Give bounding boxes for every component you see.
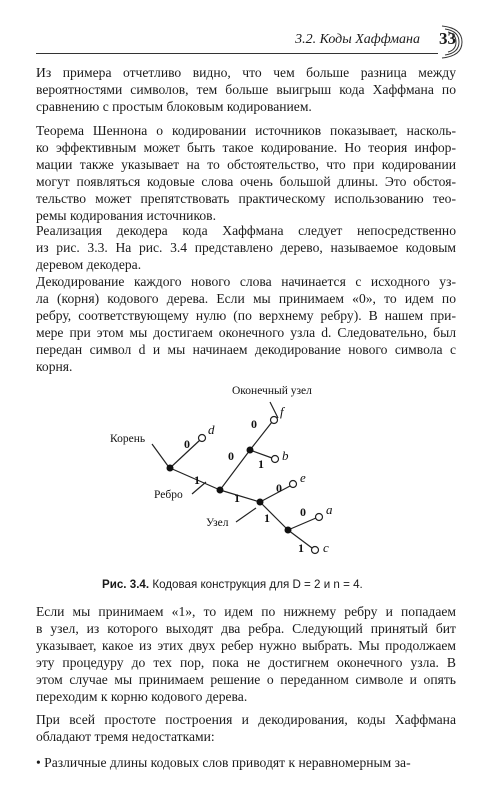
text-line: Из примера отчетливо видно, что чем больше разница между [36,65,456,80]
code-tree-diagram [110,380,410,570]
running-header [36,20,460,56]
text-line: эту процедуру до тех пор, пока не достигнем оконечного узла. В [36,655,456,670]
edge-label: Ребро [154,489,183,501]
text-line: ремы кодирования источников. [36,208,216,223]
edge-bit: 1 [194,473,200,487]
text-line: ребру, соответствующему нулю (по верхнему ребру). В нашем при- [36,308,456,323]
bullet-marker: • [36,755,41,770]
header-rule [36,53,438,54]
figure-caption [102,578,363,591]
text-line: указывает, какое из этих двух ребер нужно выбрать. Мы продолжаем [36,638,456,653]
figure-caption-text: Кодовая конструкция для D = 2 и n = 4. [152,578,363,591]
paragraph-2 [36,122,456,224]
text-line: Декодирование каждого нового слова начинается с исходного уз- [36,274,456,289]
paragraph-1 [36,64,456,115]
node-pointer-line [236,508,256,522]
internal-node [285,527,292,534]
node-label: Узел [206,517,229,529]
text-line: обладают тремя недостатками: [36,729,215,744]
root-pointer-line [152,444,168,466]
tree-edges [152,402,316,548]
tree-edge [220,450,250,490]
edge-bit: 1 [298,541,304,555]
edge-bit: 0 [300,505,306,519]
leaf-symbol: f [280,404,284,419]
text-line: ла (корня) кодового дерева. Если мы принимаем «0», то идем по [36,291,456,306]
paragraph-5 [36,603,456,705]
figure-number: Рис. 3.4. [102,578,150,591]
paragraph-4 [36,273,456,375]
terminal-node-label: Оконечный узел [232,385,312,397]
bullet-item [36,755,411,771]
edge-bit: 0 [184,437,190,451]
tree-edge [220,490,260,502]
text-line: этом случае мы принимаем решение о переданном символе и опять [36,672,456,687]
edge-bit: 0 [276,481,282,495]
leaf-node [316,514,323,521]
text-line: мации также указывает на то обстоятельство, что при кодировании [36,157,456,172]
text-line: сравнению с простым блоковым кодированием. [36,99,312,114]
text-line: передан символ d и мы начинаем декодирование нового символа с [36,342,456,357]
bullet-text: Различные длины кодовых слов приводят к неравномерным за- [44,755,411,770]
text-line: вероятностями символов, тем больше выигрыш кода Хаффмана по [36,82,456,97]
edge-bit: 0 [251,417,257,431]
leaf-symbol: e [300,470,306,485]
text-line: Если мы принимаем «1», то идем по нижнему ребру и попадаем [36,604,456,619]
text-line: При всей простоте построения и декодирования, коды Хаффмана [36,712,456,727]
text-line: в узел, из которого выходят два ребра. Следующий принятый бит [36,621,456,636]
internal-node [217,487,224,494]
text-line: мере при этом мы достигаем оконечного узла d. Следовательно, был [36,325,456,340]
leaf-symbols [208,404,333,555]
paragraph-6 [36,711,456,745]
text-line: могут появляться кодовые слова очень большой длины. Это обстоя- [36,174,456,189]
text-line: Реализация декодера кода Хаффмана следует непосредственно [36,223,456,238]
leaf-symbol: c [323,540,329,555]
text-line: Теорема Шеннона о кодировании источников показывает, насколь- [36,123,456,138]
running-title: 3.2. Коды Хаффмана [295,32,420,47]
edge-bit: 0 [228,449,234,463]
terminal-pointer-line [270,402,278,418]
edge-bit: 1 [258,457,264,471]
leaf-symbol: b [282,448,289,463]
internal-node [257,499,264,506]
text-line: корня. [36,359,73,374]
internal-node [247,447,254,454]
root-label: Корень [110,433,146,445]
leaf-node [290,481,297,488]
root-node [167,465,174,472]
text-line: деревом декодера. [36,257,142,272]
page-number: 33 [439,29,456,48]
leaf-node [199,435,206,442]
leaf-node [312,547,319,554]
page-corner-swirl-icon [440,22,466,62]
leaf-node [272,456,279,463]
tree-edge [288,518,316,530]
text-line: из рис. 3.3. На рис. 3.4 представлено дерево, называемое кодовым [36,240,456,255]
text-line: переходим к корню кодового дерева. [36,689,248,704]
text-line: ко эффективным может быть такое кодирование. Но теория инфор- [36,140,456,155]
paragraph-3 [36,222,456,273]
leaf-node [271,417,278,424]
edge-bit: 1 [234,491,240,505]
leaf-symbol: d [208,422,215,437]
edge-bit: 1 [264,511,270,525]
leaf-symbol: a [326,502,333,517]
text-line: тельство может препятствовать практическому использованию тео- [36,191,456,206]
tree-edge [260,486,290,502]
